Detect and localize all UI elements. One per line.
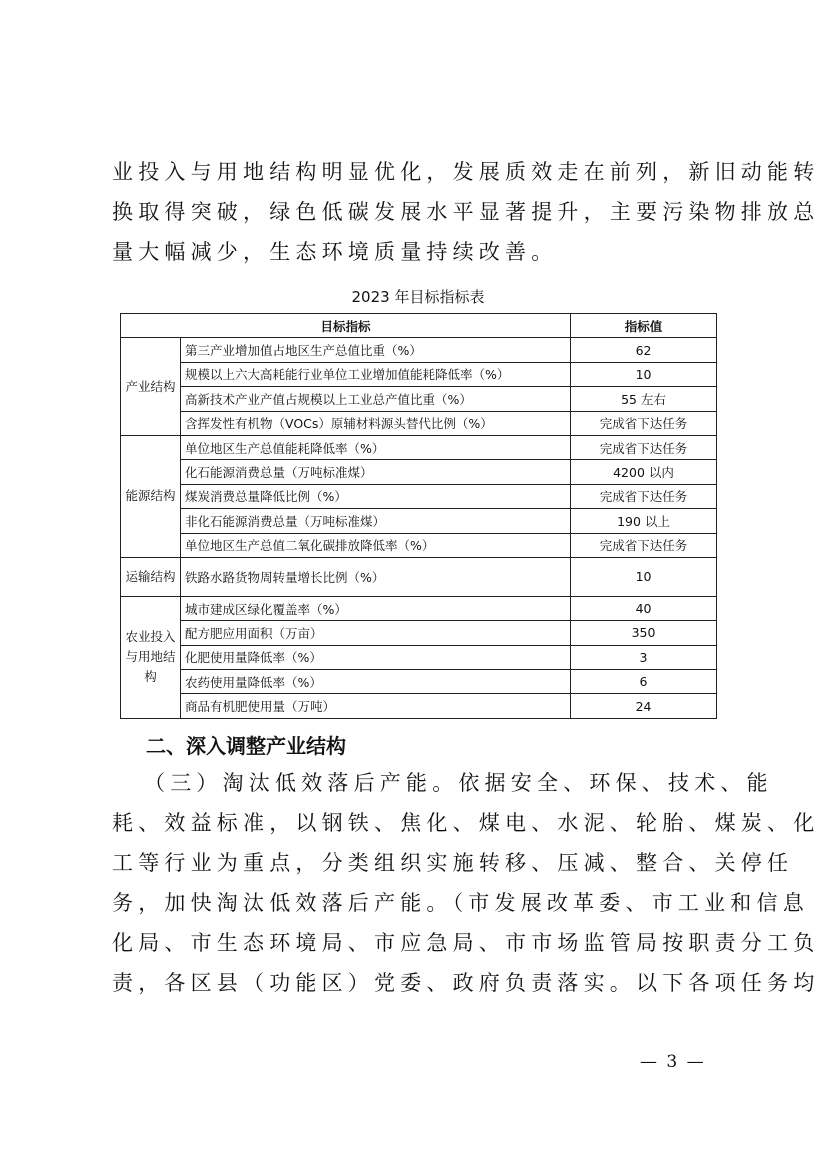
table-row <box>121 645 717 669</box>
value-cell: 62 <box>571 338 717 362</box>
category-cell: 农业投入与用地结构 <box>121 596 181 718</box>
indicator-cell: 化肥使用量降低率（%） <box>181 645 571 669</box>
value-cell: 55 左右 <box>571 387 717 411</box>
table-row <box>121 533 717 557</box>
indicator-cell: 铁路水路货物周转量增长比例（%） <box>181 557 571 596</box>
category-cell: 运输结构 <box>121 557 181 596</box>
value-cell: 10 <box>571 557 717 596</box>
paragraph-line: 耗、效益标准，以钢铁、焦化、煤电、水泥、轮胎、煤炭、化 <box>112 811 820 835</box>
target-indicator-table <box>120 313 717 719</box>
indicator-cell: 含挥发性有机物（VOCs）原辅材料源头替代比例（%） <box>181 411 571 435</box>
header-indicator: 目标指标 <box>121 314 571 338</box>
intro-paragraph <box>112 152 820 272</box>
value-cell: 190 以上 <box>571 509 717 533</box>
table-row <box>121 694 717 718</box>
indicator-cell: 农药使用量降低率（%） <box>181 670 571 694</box>
table-row <box>121 557 717 596</box>
indicator-cell: 商品有机肥使用量（万吨） <box>181 694 571 718</box>
table-row <box>121 670 717 694</box>
paragraph-line: 业投入与用地结构明显优化，发展质效走在前列，新旧动能转 <box>112 160 820 184</box>
table-row <box>121 484 717 508</box>
table-header-row <box>121 314 717 338</box>
indicator-cell: 煤炭消费总量降低比例（%） <box>181 484 571 508</box>
paragraph-line: 换取得突破，绿色低碳发展水平显著提升，主要污染物排放总 <box>112 200 820 224</box>
paragraph-line: 工等行业为重点，分类组织实施转移、压减、整合、关停任 <box>112 851 794 875</box>
paragraph-line: 务，加快淘汰低效落后产能。（市发展改革委、市工业和信息 <box>112 891 809 915</box>
paragraph-line: 化局、市生态环境局、市应急局、市市场监管局按职责分工负 <box>112 931 820 955</box>
indicator-cell: 非化石能源消费总量（万吨标准煤） <box>181 509 571 533</box>
indicator-cell: 城市建成区绿化覆盖率（%） <box>181 596 571 620</box>
category-cell: 能源结构 <box>121 435 181 557</box>
indicator-cell: 高新技术产业产值占规模以上工业总产值比重（%） <box>181 387 571 411</box>
indicator-cell: 配方肥应用面积（万亩） <box>181 621 571 645</box>
indicator-cell: 化石能源消费总量（万吨标准煤） <box>181 460 571 484</box>
category-cell: 产业结构 <box>121 338 181 436</box>
value-cell: 完成省下达任务 <box>571 533 717 557</box>
table-row <box>121 362 717 386</box>
value-cell: 完成省下达任务 <box>571 435 717 459</box>
value-cell: 10 <box>571 362 717 386</box>
indicator-cell: 单位地区生产总值能耗降低率（%） <box>181 435 571 459</box>
paragraph-line: （三）淘汰低效落后产能。依据安全、环保、技术、能 <box>144 771 773 795</box>
header-value: 指标值 <box>571 314 717 338</box>
value-cell: 完成省下达任务 <box>571 484 717 508</box>
table-row <box>121 621 717 645</box>
indicator-cell: 第三产业增加值占地区生产总值比重（%） <box>181 338 571 362</box>
value-cell: 24 <box>571 694 717 718</box>
table-row <box>121 460 717 484</box>
paragraph-line: 责，各区县（功能区）党委、政府负责落实。以下各项任务均 <box>112 971 820 995</box>
value-cell: 3 <box>571 645 717 669</box>
value-cell: 完成省下达任务 <box>571 411 717 435</box>
table-row <box>121 509 717 533</box>
value-cell: 6 <box>571 670 717 694</box>
indicator-cell: 单位地区生产总值二氧化碳排放降低率（%） <box>181 533 571 557</box>
value-cell: 40 <box>571 596 717 620</box>
section-heading: 二、深入调整产业结构 <box>146 734 346 758</box>
body-paragraph <box>112 763 820 1003</box>
value-cell: 350 <box>571 621 717 645</box>
table-row <box>121 338 717 362</box>
table-row <box>121 387 717 411</box>
table-row <box>121 411 717 435</box>
table-row <box>121 435 717 459</box>
page-number: — 3 — <box>640 1052 706 1072</box>
table-title: 2023 年目标指标表 <box>351 288 485 306</box>
value-cell: 4200 以内 <box>571 460 717 484</box>
indicator-cell: 规模以上六大高耗能行业单位工业增加值能耗降低率（%） <box>181 362 571 386</box>
paragraph-line: 量大幅减少，生态环境质量持续改善。 <box>112 240 558 264</box>
table-row <box>121 596 717 620</box>
